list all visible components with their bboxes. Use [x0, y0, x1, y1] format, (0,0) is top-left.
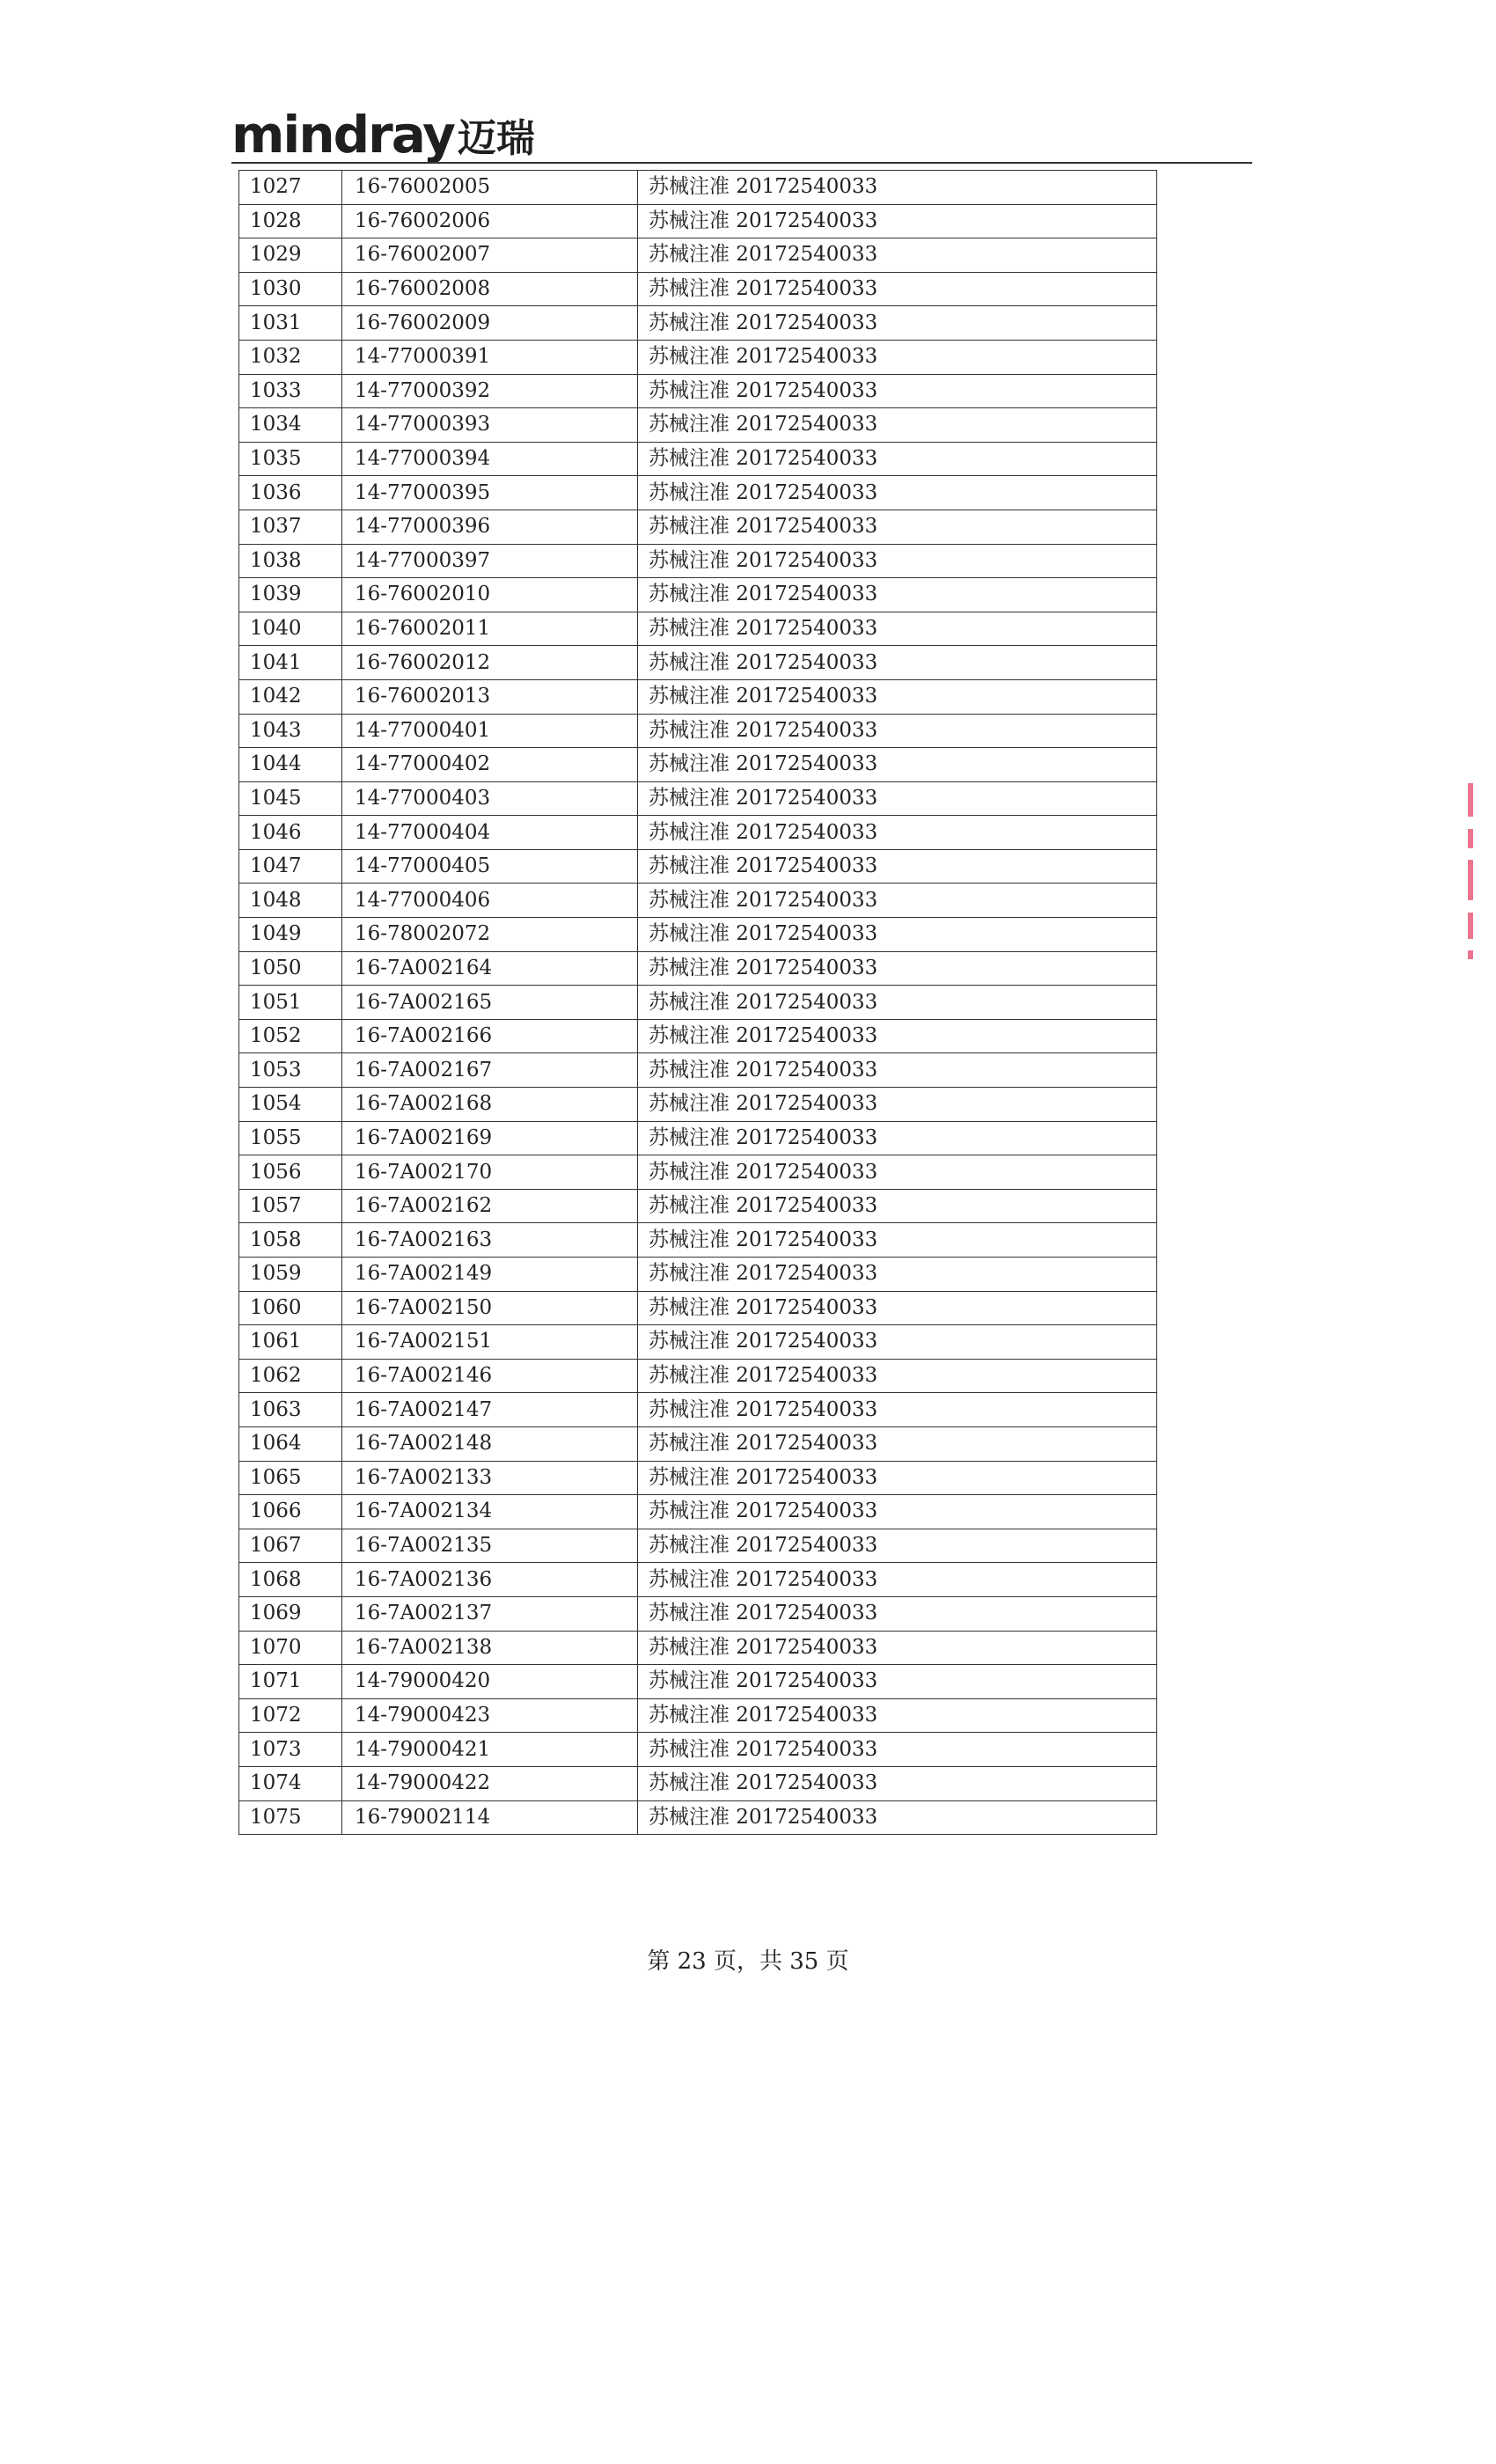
row-number-cell: 1070: [239, 1631, 342, 1665]
row-number-cell: 1039: [239, 578, 342, 612]
registration-number-cell: 苏械注准 20172540033: [638, 306, 1157, 341]
row-number-cell: 1033: [239, 374, 342, 408]
registration-number-cell: 苏械注准 20172540033: [638, 1258, 1157, 1292]
registration-number-cell: 苏械注准 20172540033: [638, 442, 1157, 476]
model-number-cell: 16-7A002138: [342, 1631, 638, 1665]
table-row: [239, 510, 1157, 544]
row-number-cell: 1073: [239, 1733, 342, 1767]
model-number-cell: 14-77000405: [342, 849, 638, 884]
row-number-cell: 1034: [239, 408, 342, 443]
table-row: [239, 374, 1157, 408]
model-number-cell: 16-7A002147: [342, 1393, 638, 1427]
row-number-cell: 1040: [239, 612, 342, 646]
table-row: [239, 171, 1157, 205]
table-row: [239, 238, 1157, 273]
model-number-cell: 14-77000396: [342, 510, 638, 544]
row-number-cell: 1050: [239, 951, 342, 986]
row-number-cell: 1045: [239, 781, 342, 816]
model-number-cell: 16-79002114: [342, 1800, 638, 1835]
model-number-cell: 14-77000393: [342, 408, 638, 443]
row-number-cell: 1066: [239, 1495, 342, 1529]
model-number-cell: 16-76002013: [342, 679, 638, 714]
model-number-cell: 14-79000421: [342, 1733, 638, 1767]
registration-number-cell: 苏械注准 20172540033: [638, 816, 1157, 850]
table-row: [239, 1800, 1157, 1835]
row-number-cell: 1067: [239, 1529, 342, 1563]
row-number-cell: 1029: [239, 238, 342, 273]
row-number-cell: 1052: [239, 1019, 342, 1053]
model-number-cell: 14-79000423: [342, 1698, 638, 1733]
table-row: [239, 1665, 1157, 1699]
registration-number-cell: 苏械注准 20172540033: [638, 1088, 1157, 1122]
model-number-cell: 16-7A002148: [342, 1426, 638, 1461]
table-row: [239, 1359, 1157, 1393]
registration-number-cell: 苏械注准 20172540033: [638, 714, 1157, 748]
model-number-cell: 14-77000394: [342, 442, 638, 476]
row-number-cell: 1072: [239, 1698, 342, 1733]
table-row: [239, 951, 1157, 986]
row-number-cell: 1043: [239, 714, 342, 748]
registration-number-cell: 苏械注准 20172540033: [638, 1291, 1157, 1325]
row-number-cell: 1028: [239, 204, 342, 238]
model-number-cell: 16-7A002167: [342, 1053, 638, 1088]
registration-number-cell: 苏械注准 20172540033: [638, 1393, 1157, 1427]
table-row: [239, 1155, 1157, 1190]
table-row: [239, 1495, 1157, 1529]
row-number-cell: 1075: [239, 1800, 342, 1835]
model-number-cell: 16-7A002169: [342, 1121, 638, 1155]
model-number-cell: 16-7A002134: [342, 1495, 638, 1529]
model-number-cell: 16-76002006: [342, 204, 638, 238]
table-row: [239, 1733, 1157, 1767]
row-number-cell: 1036: [239, 476, 342, 510]
registration-number-cell: 苏械注准 20172540033: [638, 408, 1157, 443]
row-number-cell: 1048: [239, 884, 342, 918]
table-row: [239, 1393, 1157, 1427]
table-row: [239, 849, 1157, 884]
company-logo: [231, 99, 535, 165]
table-row: [239, 781, 1157, 816]
table-row: [239, 578, 1157, 612]
registration-number-cell: 苏械注准 20172540033: [638, 1426, 1157, 1461]
registration-number-cell: 苏械注准 20172540033: [638, 679, 1157, 714]
registration-number-cell: 苏械注准 20172540033: [638, 1223, 1157, 1258]
table-row: [239, 272, 1157, 306]
table-row: [239, 1019, 1157, 1053]
registration-number-cell: 苏械注准 20172540033: [638, 986, 1157, 1020]
registration-number-cell: 苏械注准 20172540033: [638, 1733, 1157, 1767]
model-number-cell: 16-76002009: [342, 306, 638, 341]
table-row: [239, 408, 1157, 443]
registration-number-cell: 苏械注准 20172540033: [638, 204, 1157, 238]
row-number-cell: 1054: [239, 1088, 342, 1122]
model-number-cell: 14-79000420: [342, 1665, 638, 1699]
model-number-cell: 14-77000392: [342, 374, 638, 408]
model-number-cell: 16-76002012: [342, 646, 638, 680]
registration-number-cell: 苏械注准 20172540033: [638, 1596, 1157, 1631]
registration-number-cell: 苏械注准 20172540033: [638, 544, 1157, 578]
model-number-cell: 14-77000401: [342, 714, 638, 748]
model-number-cell: 16-76002008: [342, 272, 638, 306]
model-number-cell: 16-7A002163: [342, 1223, 638, 1258]
logo-wordmark-en: mindray: [231, 105, 454, 165]
table-row: [239, 1189, 1157, 1223]
row-number-cell: 1062: [239, 1359, 342, 1393]
model-number-cell: 16-76002010: [342, 578, 638, 612]
model-number-cell: 16-7A002164: [342, 951, 638, 986]
red-seal-stamp-edge: [1468, 783, 1478, 959]
row-number-cell: 1035: [239, 442, 342, 476]
row-number-cell: 1046: [239, 816, 342, 850]
table-row: [239, 1631, 1157, 1665]
table-row: [239, 986, 1157, 1020]
registration-number-cell: 苏械注准 20172540033: [638, 578, 1157, 612]
table-row: [239, 204, 1157, 238]
table-row: [239, 1698, 1157, 1733]
table-row: [239, 1766, 1157, 1800]
table-row: [239, 1461, 1157, 1495]
row-number-cell: 1055: [239, 1121, 342, 1155]
table-row: [239, 442, 1157, 476]
row-number-cell: 1074: [239, 1766, 342, 1800]
model-number-cell: 16-7A002151: [342, 1325, 638, 1360]
registration-number-cell: 苏械注准 20172540033: [638, 781, 1157, 816]
registration-number-cell: 苏械注准 20172540033: [638, 340, 1157, 374]
registration-number-cell: 苏械注准 20172540033: [638, 1121, 1157, 1155]
model-number-cell: 16-7A002170: [342, 1155, 638, 1190]
table-row: [239, 679, 1157, 714]
row-number-cell: 1059: [239, 1258, 342, 1292]
row-number-cell: 1044: [239, 748, 342, 782]
table-row: [239, 1529, 1157, 1563]
table-row: [239, 1563, 1157, 1597]
row-number-cell: 1047: [239, 849, 342, 884]
logo-wordmark-cn: 迈瑞: [457, 115, 535, 161]
table-row: [239, 340, 1157, 374]
model-number-cell: 14-79000422: [342, 1766, 638, 1800]
registration-number-cell: 苏械注准 20172540033: [638, 374, 1157, 408]
table-row: [239, 1088, 1157, 1122]
model-number-cell: 16-78002072: [342, 918, 638, 952]
model-number-cell: 16-7A002146: [342, 1359, 638, 1393]
model-number-cell: 16-7A002136: [342, 1563, 638, 1597]
model-number-cell: 16-7A002133: [342, 1461, 638, 1495]
registration-number-cell: 苏械注准 20172540033: [638, 1019, 1157, 1053]
row-number-cell: 1051: [239, 986, 342, 1020]
table-row: [239, 1291, 1157, 1325]
row-number-cell: 1064: [239, 1426, 342, 1461]
row-number-cell: 1042: [239, 679, 342, 714]
row-number-cell: 1056: [239, 1155, 342, 1190]
registration-number-cell: 苏械注准 20172540033: [638, 1800, 1157, 1835]
model-number-cell: 16-7A002166: [342, 1019, 638, 1053]
model-number-cell: 16-76002007: [342, 238, 638, 273]
table-row: [239, 884, 1157, 918]
table-row: [239, 1258, 1157, 1292]
model-number-cell: 16-7A002150: [342, 1291, 638, 1325]
row-number-cell: 1068: [239, 1563, 342, 1597]
table-row: [239, 1325, 1157, 1360]
registration-number-cell: 苏械注准 20172540033: [638, 238, 1157, 273]
registration-number-cell: 苏械注准 20172540033: [638, 1766, 1157, 1800]
model-number-cell: 14-77000395: [342, 476, 638, 510]
registration-number-cell: 苏械注准 20172540033: [638, 951, 1157, 986]
registration-number-cell: 苏械注准 20172540033: [638, 1053, 1157, 1088]
model-number-cell: 16-7A002168: [342, 1088, 638, 1122]
registration-number-cell: 苏械注准 20172540033: [638, 646, 1157, 680]
model-number-cell: 14-77000406: [342, 884, 638, 918]
registration-number-cell: 苏械注准 20172540033: [638, 171, 1157, 205]
table-row: [239, 1223, 1157, 1258]
model-number-cell: 14-77000397: [342, 544, 638, 578]
table-row: [239, 544, 1157, 578]
row-number-cell: 1071: [239, 1665, 342, 1699]
registration-table-body: [239, 171, 1157, 1835]
table-row: [239, 476, 1157, 510]
model-number-cell: 16-7A002165: [342, 986, 638, 1020]
row-number-cell: 1041: [239, 646, 342, 680]
registration-number-cell: 苏械注准 20172540033: [638, 1529, 1157, 1563]
row-number-cell: 1057: [239, 1189, 342, 1223]
row-number-cell: 1058: [239, 1223, 342, 1258]
row-number-cell: 1060: [239, 1291, 342, 1325]
model-number-cell: 16-7A002149: [342, 1258, 638, 1292]
model-number-cell: 16-7A002135: [342, 1529, 638, 1563]
table-row: [239, 714, 1157, 748]
table-row: [239, 816, 1157, 850]
row-number-cell: 1053: [239, 1053, 342, 1088]
table-row: [239, 306, 1157, 341]
registration-number-cell: 苏械注准 20172540033: [638, 1631, 1157, 1665]
registration-number-cell: 苏械注准 20172540033: [638, 1495, 1157, 1529]
model-number-cell: 14-77000402: [342, 748, 638, 782]
model-number-cell: 14-77000403: [342, 781, 638, 816]
model-number-cell: 16-76002011: [342, 612, 638, 646]
registration-number-cell: 苏械注准 20172540033: [638, 612, 1157, 646]
table-row: [239, 1121, 1157, 1155]
model-number-cell: 14-77000404: [342, 816, 638, 850]
model-number-cell: 16-7A002162: [342, 1189, 638, 1223]
registration-number-cell: 苏械注准 20172540033: [638, 1665, 1157, 1699]
model-number-cell: 16-7A002137: [342, 1596, 638, 1631]
model-number-cell: 14-77000391: [342, 340, 638, 374]
registration-number-cell: 苏械注准 20172540033: [638, 510, 1157, 544]
row-number-cell: 1065: [239, 1461, 342, 1495]
row-number-cell: 1037: [239, 510, 342, 544]
registration-number-cell: 苏械注准 20172540033: [638, 849, 1157, 884]
row-number-cell: 1030: [239, 272, 342, 306]
row-number-cell: 1049: [239, 918, 342, 952]
row-number-cell: 1027: [239, 171, 342, 205]
registration-number-cell: 苏械注准 20172540033: [638, 1155, 1157, 1190]
row-number-cell: 1063: [239, 1393, 342, 1427]
row-number-cell: 1032: [239, 340, 342, 374]
row-number-cell: 1061: [239, 1325, 342, 1360]
registration-number-cell: 苏械注准 20172540033: [638, 1461, 1157, 1495]
table-row: [239, 748, 1157, 782]
header-divider: [231, 162, 1252, 164]
row-number-cell: 1031: [239, 306, 342, 341]
registration-number-cell: 苏械注准 20172540033: [638, 1325, 1157, 1360]
table-row: [239, 1426, 1157, 1461]
registration-number-cell: 苏械注准 20172540033: [638, 272, 1157, 306]
table-row: [239, 1053, 1157, 1088]
registration-number-cell: 苏械注准 20172540033: [638, 918, 1157, 952]
registration-number-cell: 苏械注准 20172540033: [638, 884, 1157, 918]
page-number: 第 23 页，共 35 页: [647, 1948, 849, 1975]
model-number-cell: 16-76002005: [342, 171, 638, 205]
registration-number-cell: 苏械注准 20172540033: [638, 1563, 1157, 1597]
registration-number-cell: 苏械注准 20172540033: [638, 1698, 1157, 1733]
registration-number-cell: 苏械注准 20172540033: [638, 1189, 1157, 1223]
registration-table: [238, 170, 1157, 1835]
row-number-cell: 1038: [239, 544, 342, 578]
row-number-cell: 1069: [239, 1596, 342, 1631]
table-row: [239, 918, 1157, 952]
registration-number-cell: 苏械注准 20172540033: [638, 476, 1157, 510]
table-row: [239, 612, 1157, 646]
table-row: [239, 646, 1157, 680]
table-row: [239, 1596, 1157, 1631]
registration-number-cell: 苏械注准 20172540033: [638, 1359, 1157, 1393]
registration-number-cell: 苏械注准 20172540033: [638, 748, 1157, 782]
